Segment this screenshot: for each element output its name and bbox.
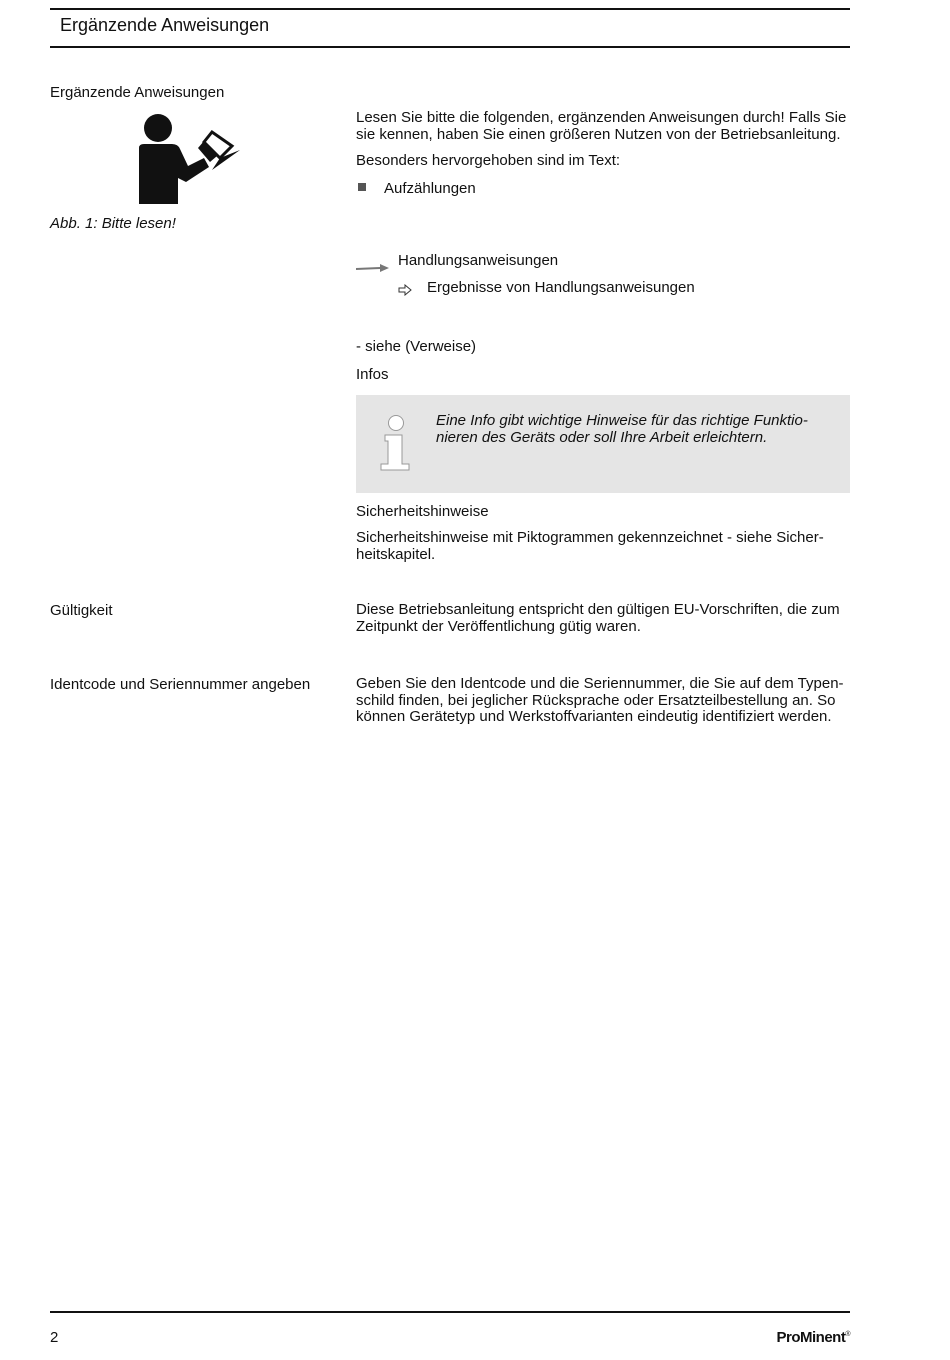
header-bottom-rule [50, 46, 850, 48]
footer-rule [50, 1311, 850, 1313]
header-top-rule [50, 8, 850, 10]
section-heading-validity: Gültigkeit [50, 602, 113, 619]
safety-text: Sicherheitshinweise mit Piktogrammen gekennzeichnet - siehe Sicher- heitskapitel. [356, 529, 824, 563]
reference-text: - siehe (Verweise) [356, 338, 477, 355]
validity-text: Diese Betriebsanleitung entspricht den gültigen EU-Vorschriften, die zum Zeitpunkt der Veröffentlichung gütig waren. [356, 601, 840, 635]
page-title: Ergänzende Anweisungen [60, 15, 270, 35]
registered-mark: ® [845, 1331, 850, 1338]
action-arrow-icon [356, 258, 390, 272]
identcode-text: Geben Sie den Identcode und die Seriennummer, die Sie auf dem Typen- schild finden, bei jeglicher Rücksprache oder Ersatzteilbestellung an. So können Gerätetyp und Werkstoffvarianten eindeutig identifiziert werden. [356, 675, 844, 725]
brand-logo [776, 1329, 850, 1346]
person-reading-book-icon [136, 112, 244, 204]
square-bullet-icon [358, 183, 366, 191]
result-item: Ergebnisse von Handlungsanweisungen [427, 279, 695, 296]
info-i-icon [378, 414, 412, 472]
action-item: Handlungsanweisungen [398, 252, 559, 269]
section-heading-identcode: Identcode und Seriennummer angeben [50, 676, 311, 693]
figure-caption: Abb. 1: Bitte lesen! [50, 215, 176, 232]
info-text: Eine Info gibt wichtige Hinweise für das richtige Funktio- nieren des Geräts oder soll Ihre Arbeit erleichtern. [436, 412, 808, 446]
highlight-intro: Besonders hervorgehoben sind im Text: [356, 152, 621, 169]
section-heading-intro: Ergänzende Anweisungen [50, 84, 225, 101]
page-number: 2 [50, 1329, 59, 1346]
bullet-item: Aufzählungen [384, 180, 476, 197]
brand-logo-text: ProMinent [776, 1329, 846, 1346]
intro-paragraph: Lesen Sie bitte die folgenden, ergänzenden Anweisungen durch! Falls Sie sie kennen, haben Sie einen größeren Nutzen von der Betriebsanleitung. [356, 109, 847, 143]
result-arrow-icon [398, 284, 412, 296]
section-heading-infos: Infos [356, 366, 389, 383]
section-heading-safety: Sicherheitshinweise [356, 503, 489, 520]
